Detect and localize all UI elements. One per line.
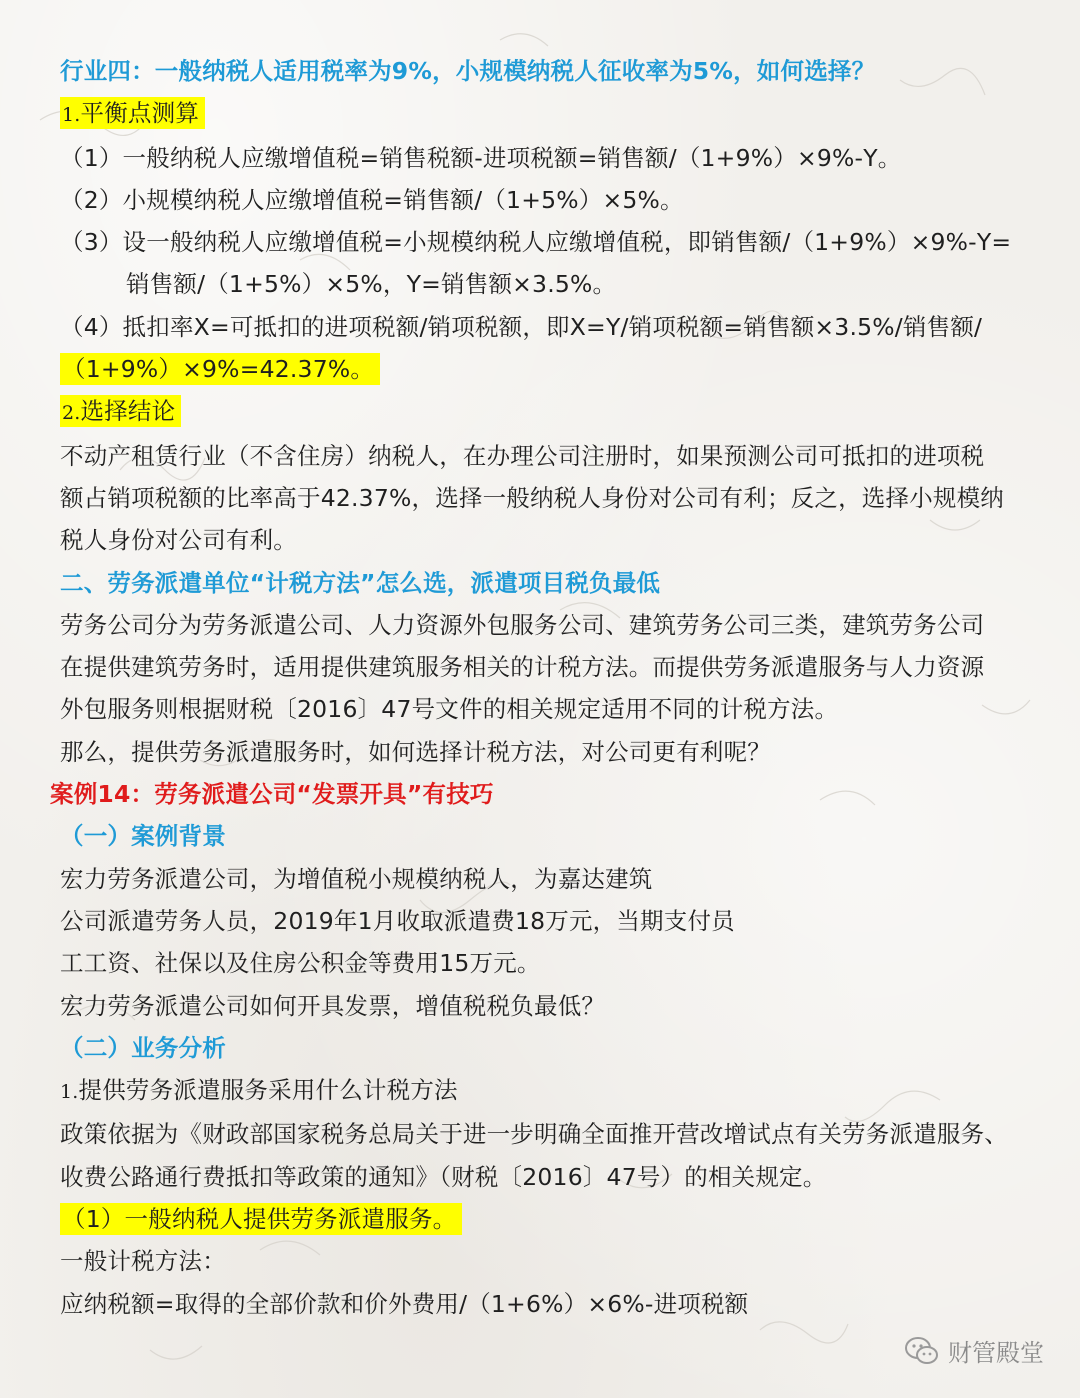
paragraph-line: 宏力劳务派遣公司，为增值税小规模纳税人，为嘉达建筑 — [60, 864, 653, 893]
paragraph-line: 收费公路通行费抵扣等政策的通知》（财税〔2016〕47号）的相关规定。 — [60, 1162, 827, 1191]
paragraph-line: 劳务公司分为劳务派遣公司、人力资源外包服务公司、建筑劳务公司三类，建筑劳务公司 — [60, 610, 985, 639]
item-text: 提供劳务派遣服务采用什么计税方法 — [78, 1076, 458, 1105]
section-heading-industry-four: 行业四：一般纳税人适用税率为9%，小规模纳税人征收率为5%，如何选择？ — [60, 57, 876, 85]
subheading-number: 1. — [62, 104, 81, 127]
paragraph-line: 一般计税方法： — [60, 1247, 226, 1276]
paragraph-line: 宏力劳务派遣公司如何开具发票，增值税税负最低？ — [60, 991, 606, 1020]
paragraph-line: 额占销项税额的比率高于42.37%，选择一般纳税人身份对公司有利；反之，选择小规模纳 — [60, 483, 1005, 512]
paragraph-line: （3）设一般纳税人应缴增值税=小规模纳税人应缴增值税，即销售额/（1+9%）×9%-Y= — [60, 228, 1012, 257]
paragraph-line: 在提供建筑劳务时，适用提供建筑服务相关的计税方法。而提供劳务派遣服务与人力资源 — [60, 653, 985, 682]
case-subheading-background: （一）案例背景 — [60, 822, 226, 851]
subheading-conclusion — [60, 390, 1035, 434]
item-number: 1. — [60, 1081, 79, 1104]
numbered-item — [60, 1069, 1035, 1113]
paragraph-line: 不动产租赁行业（不含住房）纳税人，在办理公司注册时，如果预测公司可抵扣的进项税 — [60, 441, 985, 470]
subheading-text: 选择结论 — [80, 397, 176, 426]
paragraph-line: 政策依据为《财政部国家税务总局关于进一步明确全面推开营改增试点有关劳务派遣服务、 — [60, 1120, 1008, 1149]
paragraph-line: 销售额/（1+5%）×5%，Y=销售额×3.5%。 — [126, 270, 617, 299]
paragraph-line: 那么，提供劳务派遣服务时，如何选择计税方法，对公司更有利呢？ — [60, 737, 771, 766]
paragraph-line: 公司派遣劳务人员，2019年1月收取派遣费18万元，当期支付员 — [60, 906, 735, 935]
subheading-number: 2. — [62, 402, 81, 425]
paragraph-line: 外包服务则根据财税〔2016〕47号文件的相关规定适用不同的计税方法。 — [60, 695, 839, 724]
paragraph-line: 应纳税额=取得的全部价款和价外费用/（1+6%）×6%-进项税额 — [60, 1289, 749, 1318]
case-heading: 案例14：劳务派遣公司“发票开具”有技巧 — [50, 780, 494, 809]
wechat-icon — [904, 1336, 940, 1366]
paragraph-line — [60, 1198, 1035, 1240]
paragraph-line: 工工资、社保以及住房公积金等费用15万元。 — [60, 949, 541, 978]
paragraph-line: （1）一般纳税人应缴增值税=销售税额-进项税额=销售额/（1+9%）×9%-Y。 — [60, 143, 902, 172]
article-body — [50, 50, 1035, 1325]
paragraph-line: （2）小规模纳税人应缴增值税=销售额/（1+5%）×5%。 — [60, 185, 684, 214]
paragraph-line: （4）抵扣率X=可抵扣的进项税额/销项税额，即X=Y/销项税额=销售额×3.5%/销售额/ — [60, 312, 983, 341]
subheading-text: 平衡点测算 — [80, 99, 200, 128]
paragraph-line: 税人身份对公司有利。 — [60, 526, 297, 555]
highlighted-result: （1+9%）×9%=42.37%。 — [60, 353, 380, 385]
paragraph-line — [60, 348, 1035, 390]
watermark — [904, 1333, 1044, 1368]
highlighted-item: （1）一般纳税人提供劳务派遣服务。 — [60, 1203, 462, 1235]
subheading-balance-point — [60, 92, 1035, 136]
section-heading-labor-dispatch: 二、劳务派遣单位“计税方法”怎么选，派遣项目税负最低 — [60, 568, 661, 597]
watermark-text: 财管殿堂 — [948, 1339, 1044, 1367]
case-subheading-analysis: （二）业务分析 — [60, 1033, 226, 1062]
